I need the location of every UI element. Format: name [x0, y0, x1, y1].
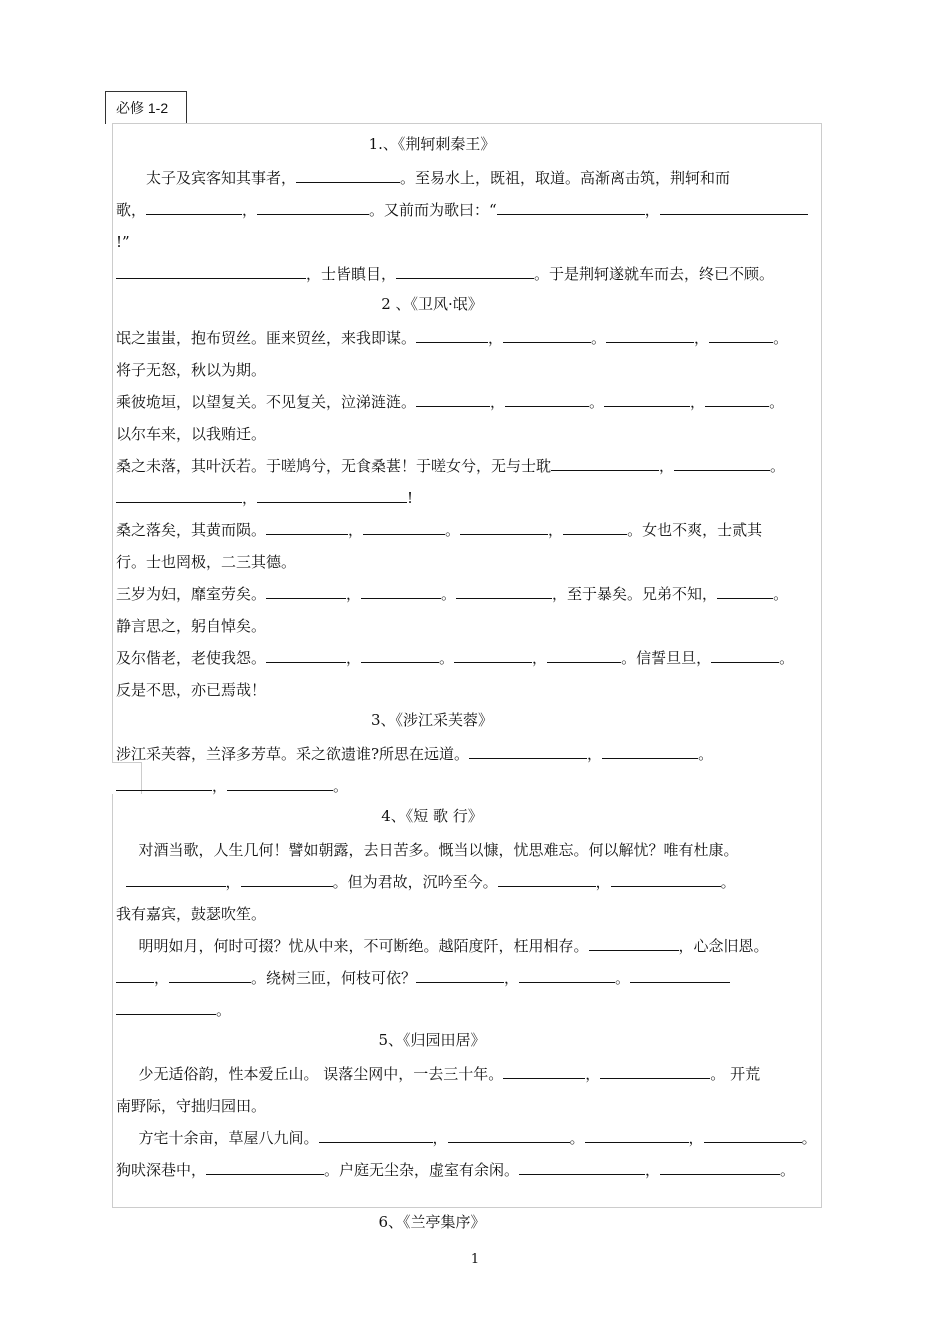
fill-blank[interactable] [416, 390, 490, 407]
comma: ， [346, 649, 362, 667]
period: 。 [445, 521, 461, 539]
section-4-line-2 [116, 866, 818, 898]
fill-blank[interactable] [241, 870, 333, 887]
period: 。 [333, 777, 349, 795]
stanza-3-cont [116, 482, 818, 514]
section-4-line-6 [116, 994, 818, 1026]
fill-blank[interactable] [498, 870, 596, 887]
stanza-3 [116, 450, 818, 482]
text: 。女也不爽，士贰其 [627, 521, 763, 539]
fill-blank[interactable] [705, 390, 769, 407]
section-title-6: 6、《兰亭集序》 [378, 1213, 486, 1231]
period: 。 [698, 745, 714, 763]
section-4-line-5 [116, 962, 818, 994]
comma: ， [225, 873, 241, 891]
comma: ， [587, 745, 603, 763]
period: 。 [569, 1129, 585, 1147]
comma: ， [659, 457, 675, 475]
fill-blank[interactable] [257, 198, 369, 215]
text: 三岁为妇，靡室劳矣。 [116, 585, 267, 603]
fill-blank[interactable] [503, 1062, 585, 1079]
fill-blank[interactable] [604, 390, 690, 407]
fill-blank[interactable] [361, 582, 441, 599]
comma: ， [346, 585, 362, 603]
section-5-line-3 [116, 1122, 818, 1154]
text: ，至于暴矣。兄弟不知， [552, 585, 718, 603]
section-4-line-1: 对酒当歌，人生几何！譬如朝露，去日苦多。慨当以慷，忧思难忘。何以解忧？唯有杜康。 [138, 841, 739, 859]
comma: ， [504, 969, 520, 987]
fill-blank[interactable] [709, 326, 773, 343]
text: 。至易水上，既祖，取道。高渐离击筑，荆轲和而 [400, 169, 731, 187]
fill-blank[interactable] [551, 454, 659, 471]
section-title-3: 3、《涉江采芙蓉》 [370, 711, 494, 729]
fill-blank[interactable] [519, 1158, 645, 1175]
section-5-line-2: 南野际，守拙归园田。 [116, 1097, 267, 1115]
stanza-5-end: 静言思之，躬自悼矣。 [116, 617, 267, 635]
fill-blank[interactable] [116, 774, 212, 791]
period: 。 [720, 873, 736, 891]
fill-blank[interactable] [454, 646, 532, 663]
text: ， [242, 201, 258, 219]
fill-blank[interactable] [505, 390, 589, 407]
fill-blank[interactable] [602, 742, 698, 759]
text: 。 开荒 [710, 1065, 761, 1083]
fill-blank[interactable] [630, 966, 730, 983]
section-title-1: 1.、《荆轲刺秦王》 [368, 135, 496, 153]
fill-blank[interactable] [206, 1158, 324, 1175]
section-3-line-2 [116, 770, 818, 802]
comma: ， [432, 1129, 448, 1147]
period: 。 [801, 1129, 817, 1147]
fill-blank[interactable] [266, 518, 348, 535]
comma: ， [585, 1065, 601, 1083]
fill-blank[interactable] [319, 1126, 433, 1143]
fill-blank[interactable] [116, 998, 216, 1015]
text: 涉江采芙蓉，兰泽多芳草。采之欲遗谁?所思在远道。 [116, 745, 470, 763]
fill-blank[interactable] [563, 518, 627, 535]
text: 桑之未落，其叶沃若。于嗟鸠兮，无食桑葚！于嗟女兮，无与士耽 [116, 457, 552, 475]
comma: ， [154, 969, 170, 987]
text: 狗吠深巷中， [116, 1161, 207, 1179]
fill-blank[interactable] [266, 582, 346, 599]
text: 方宅十余亩，草屋八九间。 [138, 1129, 319, 1147]
section-1-paragraph [116, 162, 818, 194]
stanza-2 [116, 386, 818, 418]
fill-blank[interactable] [416, 326, 488, 343]
fill-blank[interactable] [116, 966, 154, 983]
fill-blank[interactable] [711, 646, 779, 663]
fill-blank[interactable] [589, 934, 679, 951]
section-4-line-4 [116, 930, 818, 962]
section-1-paragraph-cont [116, 194, 818, 258]
fill-blank[interactable] [547, 646, 621, 663]
text: 歌， [116, 201, 147, 219]
comma: ， [595, 873, 611, 891]
fill-blank[interactable] [266, 646, 346, 663]
comma: ， [488, 329, 504, 347]
text: ， [644, 201, 660, 219]
fill-blank[interactable] [660, 1158, 780, 1175]
period: 。 [779, 649, 795, 667]
period: 。 [773, 585, 789, 603]
comma: ， [348, 521, 364, 539]
section-1-paragraph-end [116, 258, 818, 290]
text: ! [407, 489, 414, 507]
period: 。 [780, 1161, 796, 1179]
fill-blank[interactable] [456, 582, 552, 599]
comma: ， [548, 521, 564, 539]
text: 桑之落矣，其黄而陨。 [116, 521, 267, 539]
worksheet-content [116, 130, 818, 1240]
fill-blank[interactable] [519, 966, 615, 983]
fill-blank[interactable] [146, 198, 242, 215]
fill-blank[interactable] [448, 1126, 570, 1143]
fill-blank[interactable] [611, 870, 721, 887]
fill-blank[interactable] [717, 582, 773, 599]
period: 。 [770, 457, 786, 475]
comma: ， [532, 649, 548, 667]
comma: ， [490, 393, 506, 411]
fill-blank[interactable] [361, 646, 439, 663]
fill-blank[interactable] [585, 1126, 689, 1143]
text: ，心念旧恩。 [678, 937, 769, 955]
text: 乘彼垝垣，以望复关。不见复关，泣涕涟涟。 [116, 393, 417, 411]
section-4-line-3: 我有嘉宾，鼓瑟吹笙。 [116, 905, 267, 923]
period: 。 [216, 1001, 232, 1019]
period: 。 [589, 393, 605, 411]
text: 。于是荆轲遂就车而去，终已不顾。 [534, 265, 775, 283]
fill-blank[interactable] [674, 454, 770, 471]
fill-blank[interactable] [296, 166, 400, 183]
text: 太子及宾客知其事者， [146, 169, 297, 187]
text: 少无适俗韵，性本爱丘山。 误落尘网中，一去三十年。 [138, 1065, 504, 1083]
period: 。 [591, 329, 607, 347]
section-title-2: 2 、《卫风·氓》 [381, 295, 483, 313]
stanza-4-end: 行。士也罔极，二三其德。 [116, 553, 297, 571]
fill-blank[interactable] [116, 486, 242, 503]
comma: ， [690, 393, 706, 411]
period: 。 [615, 969, 631, 987]
page-number: 1 [470, 1252, 480, 1267]
comma: ， [694, 329, 710, 347]
section-title-5: 5、《归园田居》 [378, 1031, 486, 1049]
text: !” [116, 233, 130, 251]
text: 及尔偕老，老使我怨。 [116, 649, 267, 667]
fill-blank[interactable] [363, 518, 445, 535]
stanza-6 [116, 642, 818, 674]
module-tag: 必修 1-2 [105, 91, 187, 124]
text: 。但为君故，沉吟至今。 [332, 873, 498, 891]
fill-blank[interactable] [116, 262, 306, 279]
stanza-5 [116, 578, 818, 610]
period: 。 [441, 585, 457, 603]
comma: ， [688, 1129, 704, 1147]
section-title-4: 4、《短 歌 行》 [381, 807, 483, 825]
fill-blank[interactable] [227, 774, 333, 791]
comma: ， [242, 489, 258, 507]
fill-blank[interactable] [600, 1062, 710, 1079]
text: 。又前而为歌曰：“ [369, 201, 497, 219]
fill-blank[interactable] [704, 1126, 802, 1143]
period: 。 [773, 329, 789, 347]
stanza-1-end: 将子无怒，秋以为期。 [116, 361, 267, 379]
text: 。户庭无尘杂，虚室有余闲。 [324, 1161, 520, 1179]
period: 。 [769, 393, 785, 411]
fill-blank[interactable] [257, 486, 407, 503]
text: ，士皆瞋目， [306, 265, 397, 283]
stanza-2-end: 以尔车来，以我贿迁。 [116, 425, 267, 443]
fill-blank[interactable] [460, 518, 548, 535]
comma: ， [212, 777, 228, 795]
fill-blank[interactable] [503, 326, 591, 343]
stanza-6-end: 反是不思，亦已焉哉！ [116, 681, 267, 699]
fill-blank[interactable] [660, 198, 808, 215]
period: 。 [439, 649, 455, 667]
stanza-4 [116, 514, 818, 546]
fill-blank[interactable] [469, 742, 587, 759]
section-5-line-4 [116, 1154, 818, 1186]
fill-blank[interactable] [497, 198, 645, 215]
stanza-1 [116, 322, 818, 354]
fill-blank[interactable] [169, 966, 251, 983]
fill-blank[interactable] [396, 262, 534, 279]
comma: ， [645, 1161, 661, 1179]
text: 氓之蚩蚩，抱布贸丝。匪来贸丝，来我即谋。 [116, 329, 417, 347]
text: 。信誓旦旦， [621, 649, 712, 667]
fill-blank[interactable] [126, 870, 226, 887]
fill-blank[interactable] [416, 966, 504, 983]
section-3-line-1 [116, 738, 818, 770]
fill-blank[interactable] [606, 326, 694, 343]
section-5-line-1 [116, 1058, 818, 1090]
text: 明明如月，何时可掇？忧从中来，不可断绝。越陌度阡，枉用相存。 [138, 937, 589, 955]
text: 。绕树三匝，何枝可依？ [251, 969, 417, 987]
